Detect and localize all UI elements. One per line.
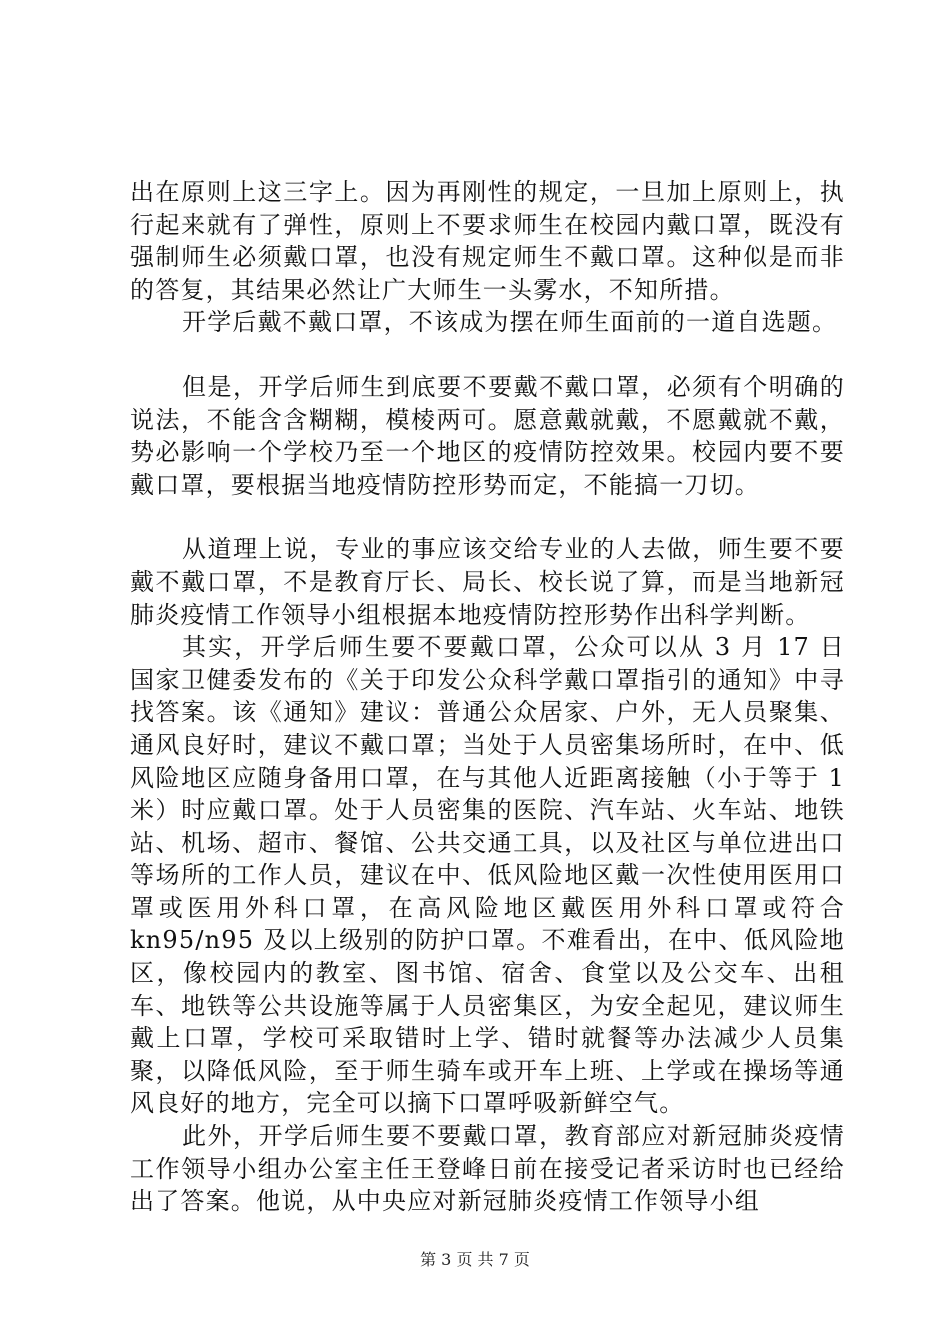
paragraph-3: 但是，开学后师生到底要不要戴不戴口罩，必须有个明确的说法，不能含含糊糊，模棱两可。愿意戴就戴，不愿戴就不戴，势必影响一个学校乃至一个地区的疫情防控效果。校园内要不要戴口罩，要根据当地疫情防控形势而定，不能搞一刀切。 bbox=[130, 372, 845, 499]
page-footer: 第 3 页 共 7 页 bbox=[420, 1250, 530, 1269]
paragraph-2: 开学后戴不戴口罩，不该成为摆在师生面前的一道自选题。 bbox=[182, 308, 838, 337]
body-text bbox=[130, 176, 845, 1218]
paragraph-1: 出在原则上这三字上。因为再刚性的规定，一旦加上原则上，执行起来就有了弹性，原则上不要求师生在校园内戴口罩，既没有强制师生必须戴口罩，也没有规定师生不戴口罩。这种似是而非的答复，其结果必然让广大师生一头雾水，不知所措。 bbox=[130, 178, 845, 304]
paragraph-6: 此外，开学后师生要不要戴口罩，教育部应对新冠肺炎疫情工作领导小组办公室主任王登峰日前在接受记者采访时也已经给出了答案。他说，从中央应对新冠肺炎疫情工作领导小组 bbox=[130, 1122, 845, 1216]
paragraph-5: 其实，开学后师生要不要戴口罩，公众可以从 3 月 17 日国家卫健委发布的《关于印发公众科学戴口罩指引的通知》中寻找答案。该《通知》建议：普通公众居家、户外，无人员聚集、通风良好时，建议不戴口罩；当处于人员密集场所时，在中、低风险地区应随身备用口罩，在与其他人近距离接触（小于等于 1 米）时应戴口罩。处于人员密集的医院、汽车站、火车站、地铁站、机场、超市、餐馆、公共交通工具，以及社区与单位进出口等场所的工作人员，建议在中、低风险地区戴一次性使用医用口罩或医用外科口罩，在高风险地区戴医用外科口罩或符合 kn95/n95 及以上级别的防护口罩。不难看出，在中、低风险地区，像校园内的教室、图书馆、宿舍、食堂以及公交车、出租车、地铁等公共设施等属于人员密集区，为安全起见，建议师生戴上口罩，学校可采取错时上学、错时就餐等办法减少人员集聚，以降低风险，至于师生骑车或开车上班、上学或在操场等通风良好的地方，完全可以摘下口罩呼吸新鲜空气。 bbox=[130, 633, 845, 1118]
paragraph-4: 从道理上说，专业的事应该交给专业的人去做，师生要不要戴不戴口罩，不是教育厅长、局长、校长说了算，而是当地新冠肺炎疫情工作领导小组根据本地疫情防控形势作出科学判断。 bbox=[130, 535, 845, 629]
